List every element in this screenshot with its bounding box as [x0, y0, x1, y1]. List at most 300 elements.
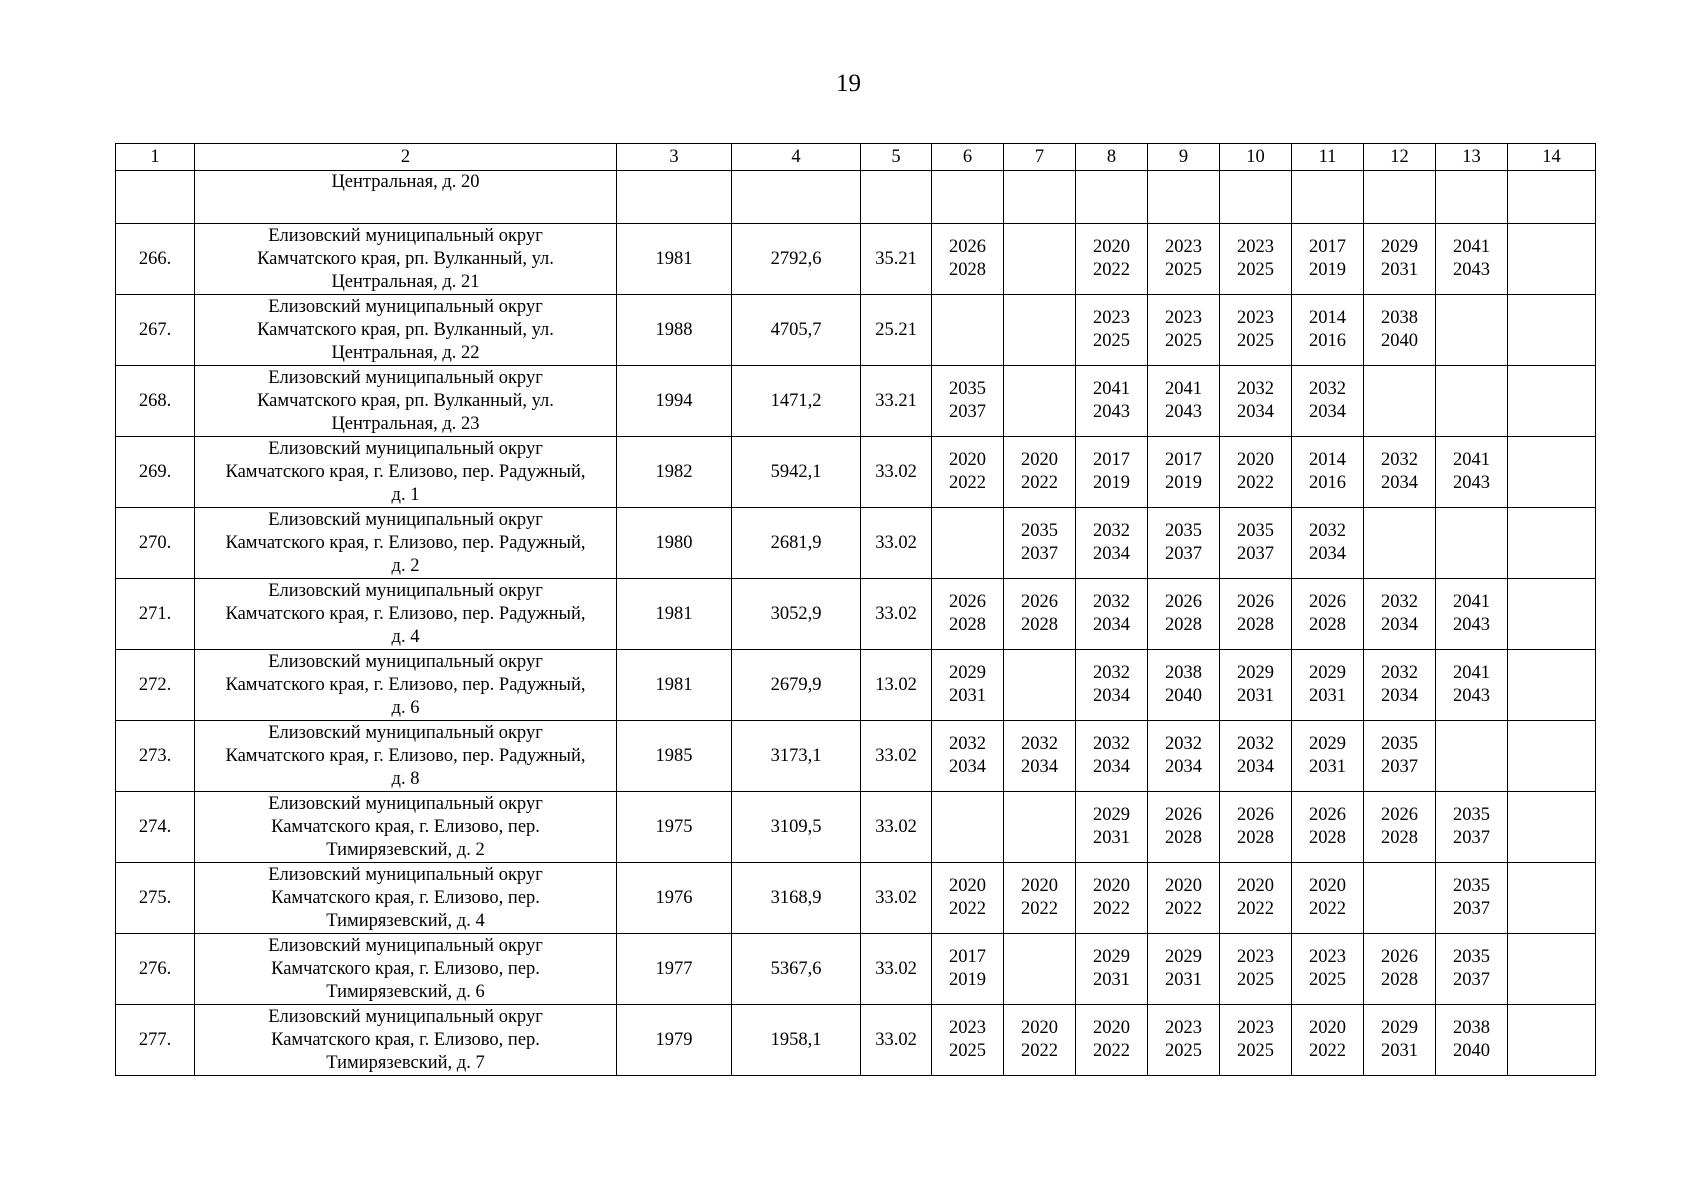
address-line: Елизовский муниципальный округ	[268, 438, 543, 459]
period-end: 2031	[1237, 686, 1274, 706]
period-start: 2020	[1237, 450, 1274, 470]
table-row	[116, 224, 1596, 295]
period-end: 2043	[1453, 686, 1490, 706]
address-line: Елизовский муниципальный округ	[268, 722, 543, 743]
table-cell	[1148, 171, 1220, 224]
address-line: Тимирязевский, д. 4	[326, 910, 485, 931]
period-end: 2034	[1309, 544, 1346, 564]
period-cell	[1148, 721, 1220, 792]
period-cell	[1508, 721, 1596, 792]
period-start: 2026	[1309, 592, 1346, 612]
period-cell	[1220, 721, 1292, 792]
period-cell	[1436, 934, 1508, 1005]
period-end: 2043	[1453, 260, 1490, 280]
period-start: 2026	[1165, 592, 1202, 612]
period-end: 2037	[1021, 544, 1058, 564]
period-start: 2020	[1309, 1018, 1346, 1038]
area-cell: 5942,1	[732, 437, 861, 508]
period-cell	[932, 721, 1004, 792]
period-cell	[1004, 437, 1076, 508]
period-cell	[1004, 579, 1076, 650]
period-end: 2019	[1165, 473, 1202, 493]
period-end: 2034	[1093, 686, 1130, 706]
column-header: 1	[116, 144, 195, 171]
period-cell	[1076, 1005, 1148, 1076]
period-cell	[1148, 508, 1220, 579]
address-cell	[195, 721, 617, 792]
period-end: 2022	[1309, 899, 1346, 919]
period-cell	[1508, 437, 1596, 508]
period-end: 2031	[1309, 686, 1346, 706]
period-cell	[1220, 650, 1292, 721]
code-cell: 33.02	[861, 508, 932, 579]
period-cell	[1436, 650, 1508, 721]
period-start: 2035	[1165, 521, 1202, 541]
row-number-cell: 272.	[116, 650, 195, 721]
period-cell	[1436, 792, 1508, 863]
period-cell	[1148, 224, 1220, 295]
year-cell: 1982	[617, 437, 732, 508]
period-start: 2032	[1309, 379, 1346, 399]
period-cell	[932, 650, 1004, 721]
period-end: 2034	[1237, 402, 1274, 422]
column-header: 14	[1508, 144, 1596, 171]
period-end: 2028	[1237, 828, 1274, 848]
period-cell	[1292, 224, 1364, 295]
period-end: 2028	[1165, 615, 1202, 635]
address-cell	[195, 295, 617, 366]
period-end: 2034	[949, 757, 986, 777]
address-cell	[195, 366, 617, 437]
address-line: Камчатского края, г. Елизово, пер.	[271, 1029, 540, 1050]
address-line: Камчатского края, г. Елизово, пер.	[271, 887, 540, 908]
period-cell	[1148, 295, 1220, 366]
code-cell: 33.21	[861, 366, 932, 437]
period-cell	[1076, 437, 1148, 508]
period-end: 2031	[1381, 260, 1418, 280]
year-cell: 1979	[617, 1005, 732, 1076]
period-cell	[932, 1005, 1004, 1076]
row-number-cell: 276.	[116, 934, 195, 1005]
period-start: 2020	[1093, 1018, 1130, 1038]
row-number-cell: 266.	[116, 224, 195, 295]
period-end: 2025	[1237, 970, 1274, 990]
column-header: 13	[1436, 144, 1508, 171]
period-start: 2026	[1021, 592, 1058, 612]
column-header: 2	[195, 144, 617, 171]
period-cell	[1292, 792, 1364, 863]
table-row	[116, 1005, 1596, 1076]
address-cell	[195, 792, 617, 863]
table-cell	[1076, 171, 1148, 224]
period-end: 2034	[1165, 757, 1202, 777]
period-start: 2023	[1237, 1018, 1274, 1038]
code-cell: 13.02	[861, 650, 932, 721]
period-end: 2028	[1309, 828, 1346, 848]
column-header: 12	[1364, 144, 1436, 171]
period-cell	[1508, 366, 1596, 437]
period-end: 2019	[949, 970, 986, 990]
period-start: 2032	[1237, 379, 1274, 399]
period-start: 2029	[1165, 947, 1202, 967]
period-end: 2043	[1453, 615, 1490, 635]
code-cell: 33.02	[861, 792, 932, 863]
period-cell	[1436, 366, 1508, 437]
period-cell	[1148, 579, 1220, 650]
year-cell: 1977	[617, 934, 732, 1005]
period-end: 2025	[1237, 260, 1274, 280]
table-cell	[861, 171, 932, 224]
period-start: 2017	[1309, 237, 1346, 257]
table-cell	[732, 171, 861, 224]
period-cell	[1220, 508, 1292, 579]
period-end: 2028	[1381, 828, 1418, 848]
period-cell	[1364, 863, 1436, 934]
period-end: 2016	[1309, 473, 1346, 493]
address-cell	[195, 437, 617, 508]
year-cell: 1980	[617, 508, 732, 579]
column-header: 10	[1220, 144, 1292, 171]
period-end: 2031	[1381, 1041, 1418, 1061]
period-end: 2022	[1021, 1041, 1058, 1061]
table-row	[116, 650, 1596, 721]
period-end: 2025	[1165, 260, 1202, 280]
period-cell	[1220, 863, 1292, 934]
period-end: 2034	[1381, 615, 1418, 635]
code-cell: 25.21	[861, 295, 932, 366]
period-start: 2020	[949, 876, 986, 896]
period-cell	[1292, 437, 1364, 508]
period-end: 2025	[1165, 1041, 1202, 1061]
column-header: 5	[861, 144, 932, 171]
period-cell	[1220, 579, 1292, 650]
row-number-cell: 274.	[116, 792, 195, 863]
period-start: 2023	[1309, 947, 1346, 967]
period-cell	[1076, 863, 1148, 934]
period-cell	[1508, 863, 1596, 934]
row-number-cell: 269.	[116, 437, 195, 508]
area-cell: 3109,5	[732, 792, 861, 863]
year-cell: 1981	[617, 579, 732, 650]
period-end: 2022	[1309, 1041, 1346, 1061]
address-cell	[195, 863, 617, 934]
period-cell	[1148, 863, 1220, 934]
period-end: 2037	[1453, 899, 1490, 919]
period-end: 2040	[1381, 331, 1418, 351]
area-cell: 1471,2	[732, 366, 861, 437]
period-start: 2035	[1453, 947, 1490, 967]
area-cell: 3052,9	[732, 579, 861, 650]
period-end: 2028	[1165, 828, 1202, 848]
column-header: 7	[1004, 144, 1076, 171]
period-start: 2023	[1165, 1018, 1202, 1038]
period-start: 2032	[1093, 521, 1130, 541]
period-end: 2022	[1237, 899, 1274, 919]
period-cell	[1508, 579, 1596, 650]
period-cell	[1436, 437, 1508, 508]
period-cell	[1004, 1005, 1076, 1076]
period-start: 2020	[1165, 876, 1202, 896]
period-start: 2026	[1237, 592, 1274, 612]
period-start: 2035	[1237, 521, 1274, 541]
period-end: 2025	[1093, 331, 1130, 351]
period-cell	[1508, 934, 1596, 1005]
period-end: 2031	[1093, 970, 1130, 990]
period-start: 2035	[1021, 521, 1058, 541]
period-end: 2037	[1453, 970, 1490, 990]
period-start: 2032	[1165, 734, 1202, 754]
period-cell	[1220, 437, 1292, 508]
period-end: 2028	[1237, 615, 1274, 635]
period-end: 2034	[1381, 686, 1418, 706]
period-end: 2034	[1309, 402, 1346, 422]
period-start: 2023	[1237, 947, 1274, 967]
period-end: 2022	[1237, 473, 1274, 493]
period-cell	[1148, 650, 1220, 721]
period-cell	[932, 579, 1004, 650]
period-cell	[1004, 650, 1076, 721]
period-start: 2020	[1309, 876, 1346, 896]
period-cell	[1076, 224, 1148, 295]
table-cell	[1004, 171, 1076, 224]
period-start: 2026	[949, 237, 986, 257]
period-end: 2022	[1093, 1041, 1130, 1061]
period-start: 2020	[1021, 876, 1058, 896]
period-start: 2032	[1093, 592, 1130, 612]
address-line: Елизовский муниципальный округ	[268, 580, 543, 601]
period-cell	[1148, 1005, 1220, 1076]
period-end: 2043	[1093, 402, 1130, 422]
period-end: 2034	[1237, 757, 1274, 777]
period-cell	[1148, 437, 1220, 508]
period-cell	[1508, 508, 1596, 579]
address-cell	[195, 224, 617, 295]
period-cell	[1004, 934, 1076, 1005]
period-start: 2026	[1309, 805, 1346, 825]
table-cell	[1364, 171, 1436, 224]
row-number-cell: 270.	[116, 508, 195, 579]
period-cell	[1436, 1005, 1508, 1076]
code-cell: 33.02	[861, 721, 932, 792]
period-start: 2032	[949, 734, 986, 754]
period-end: 2034	[1093, 544, 1130, 564]
period-cell	[1220, 792, 1292, 863]
address-line: Камчатского края, г. Елизово, пер.	[271, 958, 540, 979]
period-cell	[1508, 792, 1596, 863]
period-end: 2028	[949, 260, 986, 280]
period-cell	[1004, 295, 1076, 366]
area-cell: 4705,7	[732, 295, 861, 366]
period-start: 2032	[1381, 450, 1418, 470]
period-start: 2032	[1237, 734, 1274, 754]
continuation-row	[116, 171, 1596, 224]
address-line: Центральная, д. 21	[331, 271, 480, 292]
period-end: 2031	[1309, 757, 1346, 777]
address-line: Елизовский муниципальный округ	[268, 225, 543, 246]
row-number-cell: 275.	[116, 863, 195, 934]
code-cell: 33.02	[861, 1005, 932, 1076]
table-row	[116, 366, 1596, 437]
period-end: 2043	[1165, 402, 1202, 422]
period-end: 2025	[949, 1041, 986, 1061]
table-cell	[617, 171, 732, 224]
period-cell	[1436, 295, 1508, 366]
row-number-cell: 268.	[116, 366, 195, 437]
period-start: 2029	[1309, 734, 1346, 754]
period-end: 2037	[949, 402, 986, 422]
period-cell	[932, 792, 1004, 863]
period-start: 2035	[949, 379, 986, 399]
period-end: 2022	[949, 473, 986, 493]
period-start: 2041	[1453, 592, 1490, 612]
period-end: 2022	[1093, 899, 1130, 919]
code-cell: 33.02	[861, 437, 932, 508]
period-start: 2032	[1381, 592, 1418, 612]
continuation-address: Центральная, д. 20	[195, 171, 617, 224]
address-line: Камчатского края, г. Елизово, пер. Радужный,	[225, 745, 586, 766]
period-cell	[1436, 721, 1508, 792]
period-start: 2041	[1165, 379, 1202, 399]
period-start: 2032	[1093, 734, 1130, 754]
address-line: Елизовский муниципальный округ	[268, 935, 543, 956]
period-end: 2022	[949, 899, 986, 919]
period-cell	[1292, 579, 1364, 650]
area-cell: 3173,1	[732, 721, 861, 792]
address-cell	[195, 934, 617, 1005]
period-cell	[1220, 224, 1292, 295]
address-line: д. 4	[391, 626, 420, 647]
period-cell	[1220, 295, 1292, 366]
period-cell	[932, 934, 1004, 1005]
period-cell	[932, 863, 1004, 934]
period-end: 2028	[949, 615, 986, 635]
period-cell	[932, 437, 1004, 508]
period-cell	[1076, 295, 1148, 366]
period-end: 2019	[1309, 260, 1346, 280]
period-end: 2025	[1237, 1041, 1274, 1061]
address-line: д. 6	[391, 697, 420, 718]
period-cell	[1076, 650, 1148, 721]
address-line: Елизовский муниципальный округ	[268, 296, 543, 317]
table-row	[116, 295, 1596, 366]
address-line: Елизовский муниципальный округ	[268, 509, 543, 530]
period-cell	[1148, 792, 1220, 863]
period-cell	[1364, 792, 1436, 863]
period-start: 2032	[1381, 663, 1418, 683]
period-start: 2041	[1453, 450, 1490, 470]
period-end: 2031	[1093, 828, 1130, 848]
period-start: 2023	[1237, 308, 1274, 328]
period-cell	[1076, 792, 1148, 863]
period-start: 2029	[1381, 237, 1418, 257]
table-row	[116, 508, 1596, 579]
period-cell	[1364, 650, 1436, 721]
address-line: Елизовский муниципальный округ	[268, 864, 543, 885]
address-line: Камчатского края, рп. Вулканный, ул.	[257, 390, 554, 411]
period-end: 2016	[1309, 331, 1346, 351]
period-start: 2038	[1165, 663, 1202, 683]
period-start: 2032	[1093, 663, 1130, 683]
area-cell: 3168,9	[732, 863, 861, 934]
period-cell	[1364, 721, 1436, 792]
period-cell	[1148, 366, 1220, 437]
column-header: 8	[1076, 144, 1148, 171]
year-cell: 1981	[617, 224, 732, 295]
address-line: Центральная, д. 23	[331, 413, 480, 434]
column-header: 3	[617, 144, 732, 171]
period-start: 2032	[1021, 734, 1058, 754]
area-cell: 2792,6	[732, 224, 861, 295]
period-cell	[1220, 934, 1292, 1005]
address-line: Тимирязевский, д. 2	[326, 839, 485, 860]
row-number-cell: 273.	[116, 721, 195, 792]
period-cell	[1292, 508, 1364, 579]
page-number: 19	[836, 70, 861, 97]
area-cell: 5367,6	[732, 934, 861, 1005]
period-end: 2040	[1453, 1041, 1490, 1061]
period-end: 2019	[1093, 473, 1130, 493]
year-cell: 1988	[617, 295, 732, 366]
period-start: 2038	[1381, 308, 1418, 328]
period-end: 2037	[1453, 828, 1490, 848]
period-cell	[1292, 934, 1364, 1005]
period-cell	[1364, 366, 1436, 437]
table-row	[116, 437, 1596, 508]
code-cell: 33.02	[861, 863, 932, 934]
address-cell	[195, 1005, 617, 1076]
period-cell	[1364, 295, 1436, 366]
period-cell	[1292, 650, 1364, 721]
address-line: Камчатского края, рп. Вулканный, ул.	[257, 319, 554, 340]
period-start: 2014	[1309, 450, 1346, 470]
period-cell	[1004, 721, 1076, 792]
period-start: 2023	[1237, 237, 1274, 257]
period-start: 2020	[1093, 237, 1130, 257]
table-row	[116, 792, 1596, 863]
area-cell: 1958,1	[732, 1005, 861, 1076]
address-line: д. 2	[391, 555, 420, 576]
year-cell: 1994	[617, 366, 732, 437]
period-start: 2026	[1237, 805, 1274, 825]
period-cell	[1508, 650, 1596, 721]
period-end: 2022	[1021, 473, 1058, 493]
period-cell	[1076, 508, 1148, 579]
registry-table	[115, 143, 1596, 1076]
column-header: 4	[732, 144, 861, 171]
address-line: Елизовский муниципальный округ	[268, 367, 543, 388]
period-end: 2022	[1021, 899, 1058, 919]
period-start: 2026	[1165, 805, 1202, 825]
period-cell	[1004, 366, 1076, 437]
address-line: Елизовский муниципальный округ	[268, 651, 543, 672]
address-line: Камчатского края, г. Елизово, пер. Радужный,	[225, 674, 586, 695]
period-cell	[1436, 224, 1508, 295]
period-end: 2034	[1381, 473, 1418, 493]
year-cell: 1976	[617, 863, 732, 934]
period-cell	[932, 366, 1004, 437]
address-line: Елизовский муниципальный округ	[268, 793, 543, 814]
table-row	[116, 934, 1596, 1005]
table-row	[116, 721, 1596, 792]
period-cell	[1436, 863, 1508, 934]
period-start: 2023	[1165, 308, 1202, 328]
period-cell	[1076, 721, 1148, 792]
period-cell	[1364, 224, 1436, 295]
table-cell	[1508, 171, 1596, 224]
period-cell	[932, 508, 1004, 579]
period-cell	[1508, 1005, 1596, 1076]
period-end: 2028	[1309, 615, 1346, 635]
